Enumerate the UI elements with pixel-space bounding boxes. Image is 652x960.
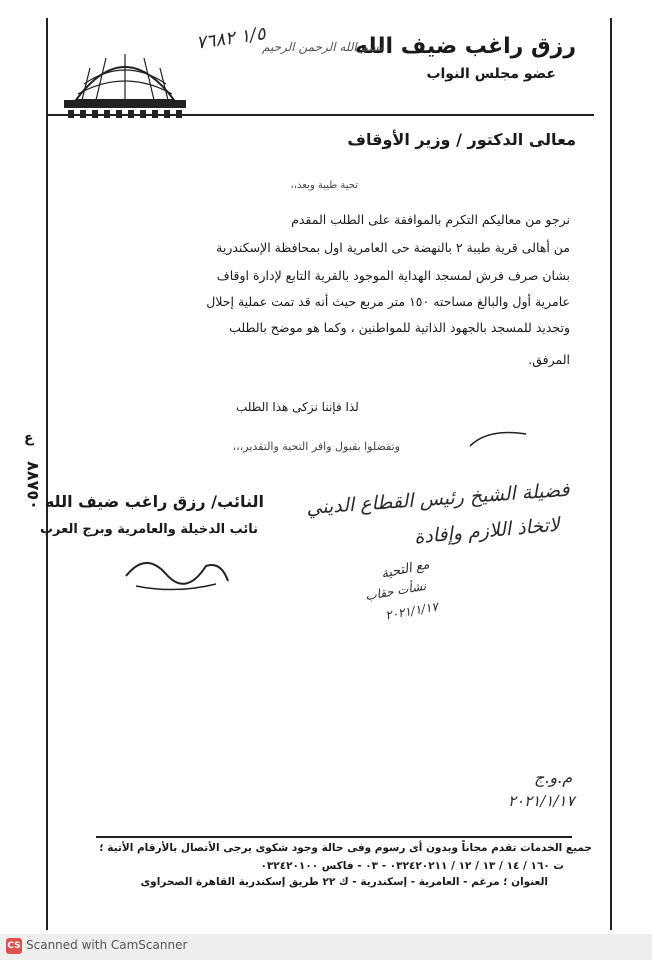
handwritten-initials: م.و.ج (534, 768, 573, 787)
body-line-2: من أهالى قرية طيبة ٢ بالنهضة حى العامرية اول بمحافظة الإسكندرية (216, 240, 570, 255)
camscanner-label: Scanned with CamScanner (26, 938, 188, 952)
body-line-3: بشان صرف فرش لمسجد الهداية الموجود بالقرية التابع لإدارة اوقاف (216, 268, 570, 283)
header-divider (48, 114, 594, 116)
body-line-1: نرجو من معاليكم التكرم بالموافقة على الطلب المقدم (291, 212, 570, 227)
footer-line-1: جميع الخدمات تقدم مجاناً وبدون أى رسوم وفى حالة وجود شكوى يرجى الأتصال بالأرقام الأتية ؛ (99, 842, 592, 854)
serial-number: ٠٥٨٧٧ (22, 461, 42, 510)
recommendation: لذا فإننا نزكى هذا الطلب (236, 400, 359, 414)
body-line-6: المرفق. (528, 352, 570, 367)
footer-address: العنوان ؛ مرغم - العامرية - إسكندرية - ك ٢٢ طريق إسكندرية القاهرة الصحراوى (140, 876, 548, 888)
handwritten-bottom-date: ٢٠٢١/١/١٧ (508, 792, 575, 810)
body-line-4: عامرية أول والبالغ مساحته ١٥٠ متر مربع حيث أنه قد تمت عملية إحلال (206, 294, 570, 309)
signature-scribble (116, 546, 236, 596)
camscanner-logo-icon: CS (6, 938, 22, 954)
serial-mark: ع (24, 430, 34, 446)
handwritten-reference: ١/٥ ٧٦٨٢ (194, 23, 267, 54)
basmala: بسم الله الرحمن الرحيم (262, 40, 383, 54)
salutation: معالى الدكتور / وزير الأوقاف (347, 130, 576, 149)
closing-line: وتفضلوا بقبول وافر التحية والتقدير،،، (232, 440, 400, 453)
handwritten-note-signature: نشأت حقاب (363, 578, 427, 604)
signature-subtitle: نائب الدخيلة والعامرية وبرج العرب (39, 522, 258, 537)
handwritten-stroke (468, 426, 528, 450)
footer-divider (96, 836, 572, 838)
signature-title: النائب/ رزق راغب ضيف الله (44, 492, 264, 511)
letterhead-name: رزق راغب ضيف الله (354, 34, 576, 59)
handwritten-note-line-1: فضيلة الشيخ رئيس القطاع الديني (305, 478, 571, 520)
letterhead-subtitle: عضو مجلس النواب (426, 66, 556, 82)
handwritten-note-line-3: مع التحية (380, 557, 432, 582)
parliament-dome-logo (56, 44, 194, 120)
greeting: تحية طيبة وبعد،، (290, 180, 358, 191)
footer-line-2: ت ١٦٠ / ١٤ / ١٣ / ١٢ / ٠٣٢٤٢٠٢١١ - ٠٣ - فاكس ٠٣٢٤٢٠١٠٠ (260, 860, 564, 872)
handwritten-note-date: ٢٠٢١/١/١٧ (383, 599, 439, 623)
handwritten-note-line-2: لاتخاذ اللازم وإفادة (413, 513, 561, 549)
body-line-5: وتجديد للمسجد بالجهود الذاتية للمواطنين ، وكما هو موضح بالطلب (229, 320, 570, 335)
